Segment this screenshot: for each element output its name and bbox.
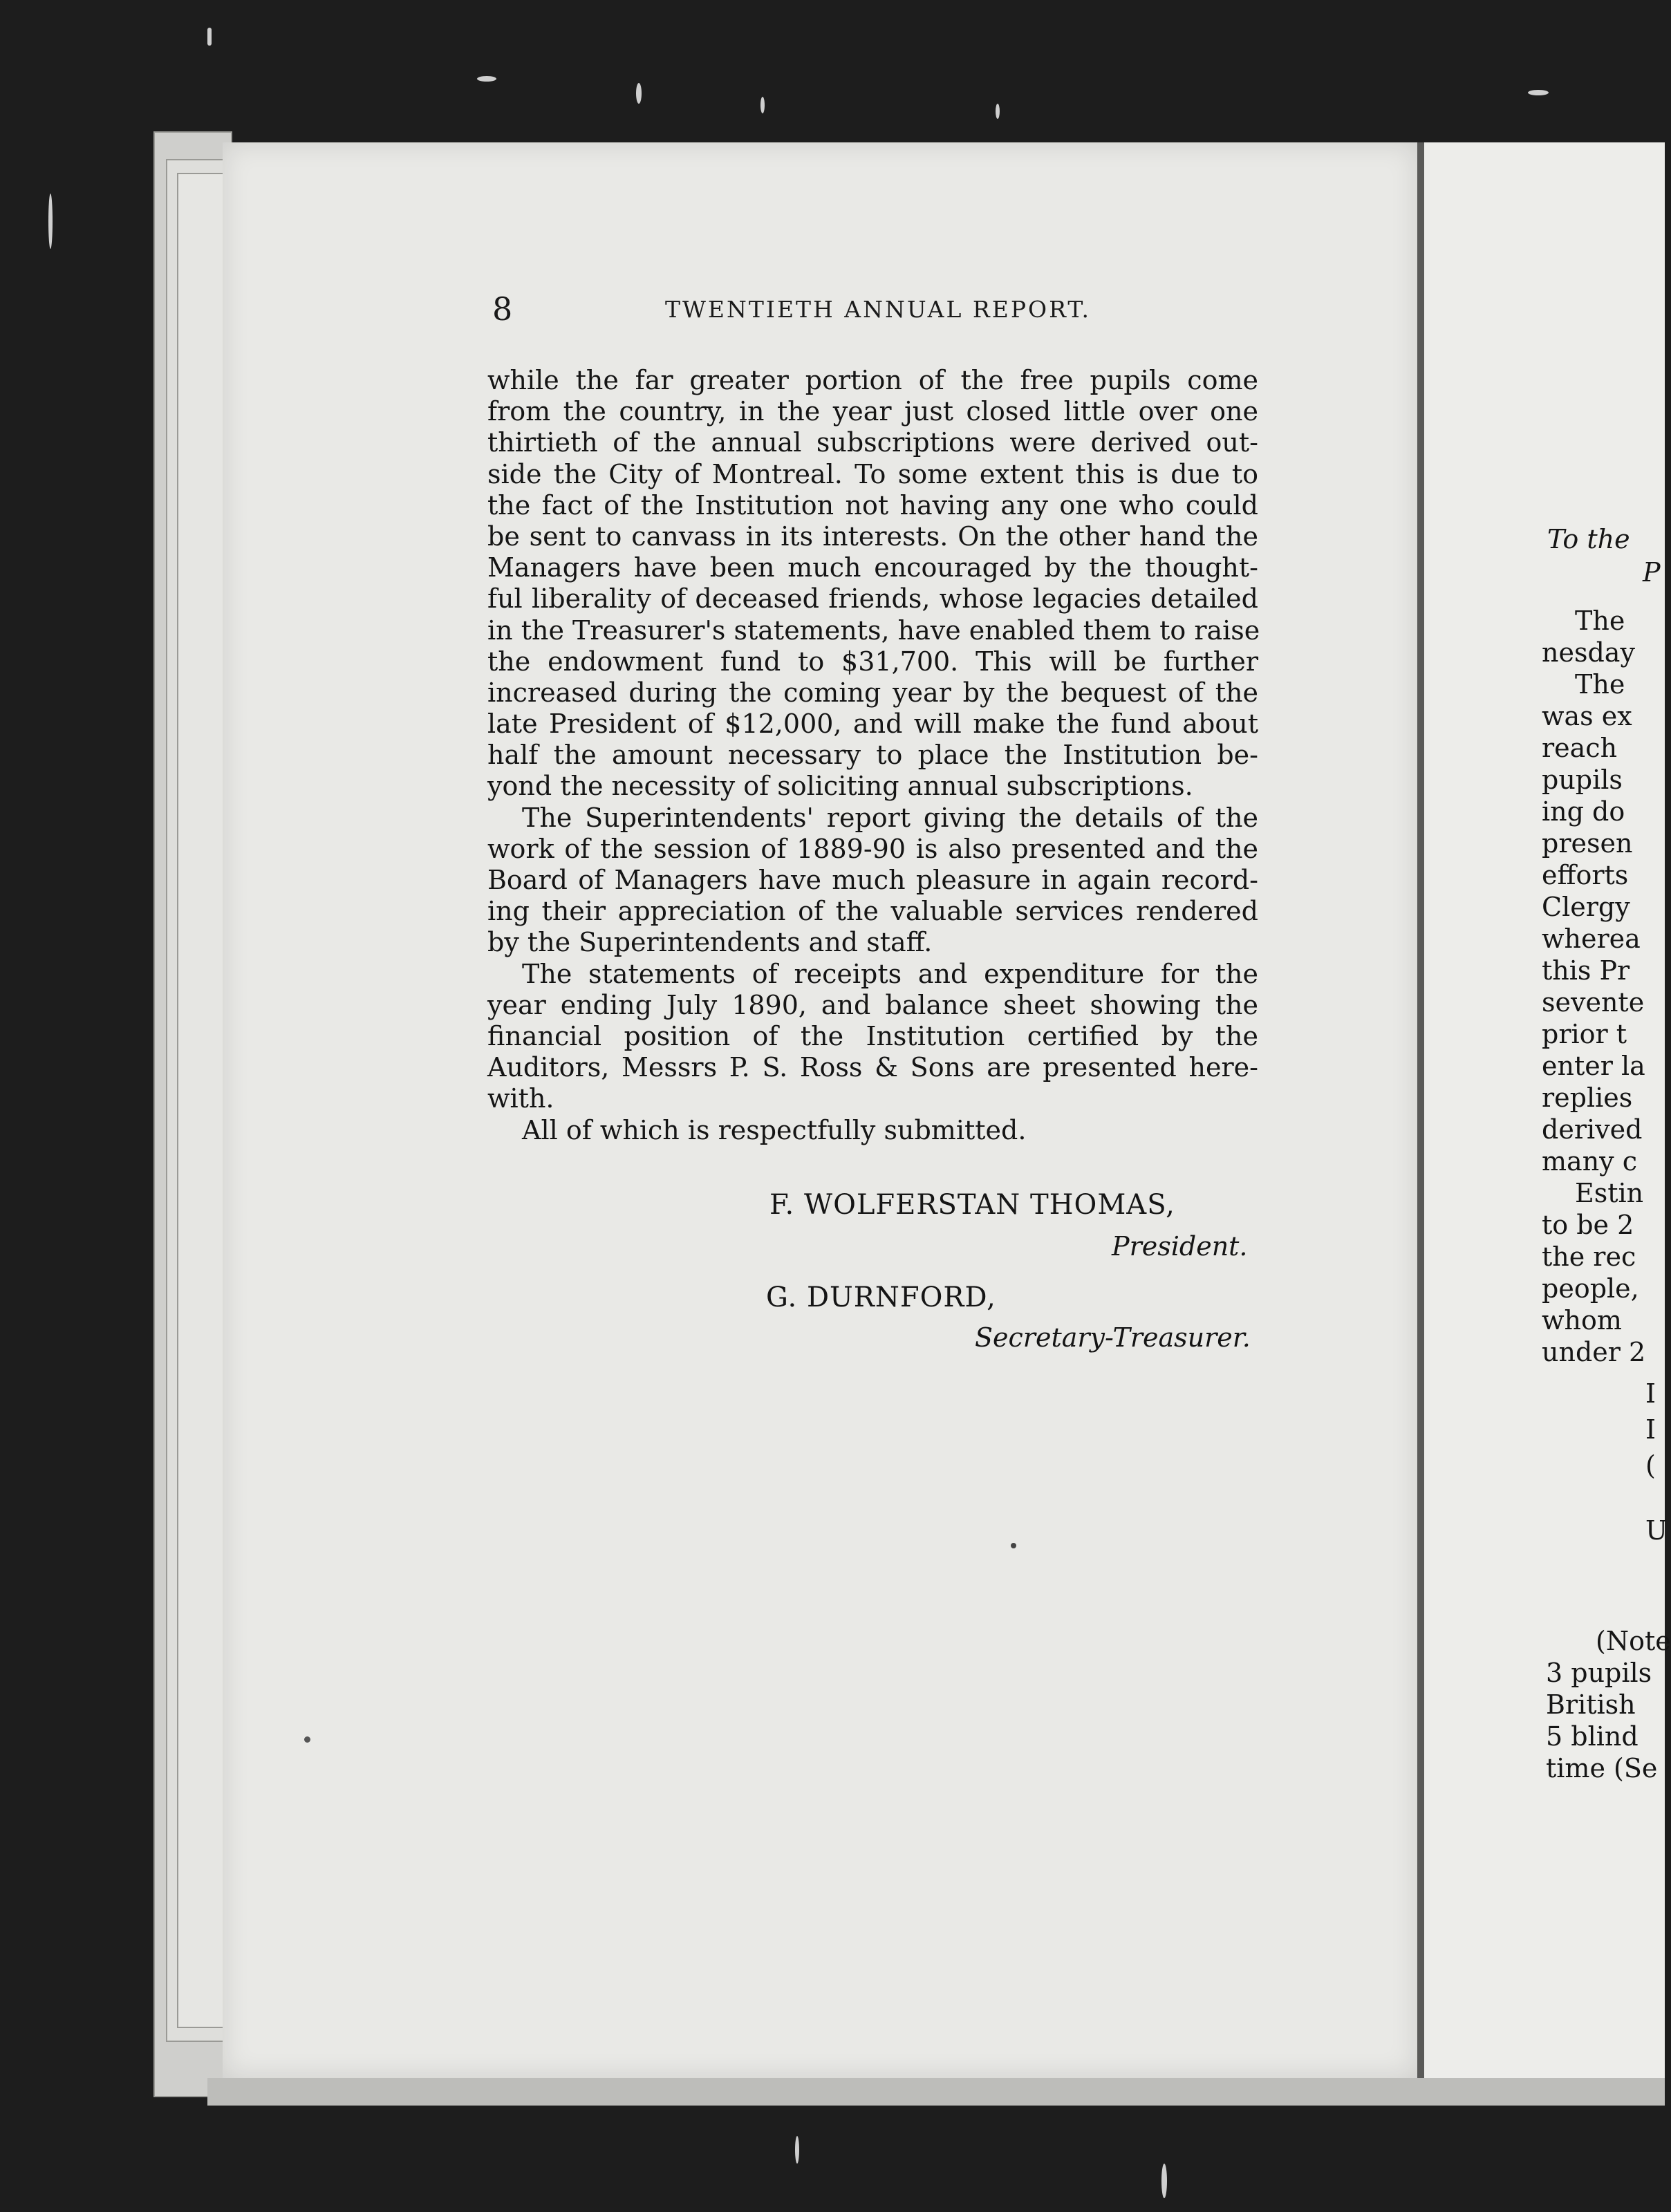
facing-line: (Note xyxy=(1596,1626,1671,1656)
facing-line: was ex xyxy=(1542,701,1632,731)
dust-speck xyxy=(760,97,765,113)
body-line: work of the session of 1889-90 is also presented and the xyxy=(487,833,1258,864)
facing-line: U xyxy=(1645,1515,1668,1546)
dust-speck xyxy=(636,83,642,104)
facing-line: whom xyxy=(1542,1305,1622,1335)
secretary-name: G. DURNFORD, xyxy=(766,1282,996,1313)
body-line: increased during the coming year by the bequest of the xyxy=(487,677,1258,708)
body-line: Board of Managers have much pleasure in again record- xyxy=(487,865,1258,895)
body-line: the endowment fund to $31,700. This will be further xyxy=(487,646,1258,677)
body-line: ing their appreciation of the valuable services rendered xyxy=(487,896,1258,927)
body-line: by the Superintendents and staff. xyxy=(487,927,933,958)
page-header xyxy=(492,290,1258,332)
facing-line: I xyxy=(1645,1378,1656,1409)
facing-line: Clergy xyxy=(1542,892,1630,922)
body-line: with. xyxy=(487,1083,554,1114)
facing-line: under 2 xyxy=(1542,1337,1646,1367)
secretary-title: Secretary-Treasurer. xyxy=(975,1322,1251,1353)
dust-speck xyxy=(477,76,496,82)
running-title: TWENTIETH ANNUAL REPORT. xyxy=(665,296,1092,323)
body-line: in the Treasurer's statements, have enabled them to raise xyxy=(487,615,1260,646)
facing-line: Estin xyxy=(1575,1178,1644,1208)
facing-line: The xyxy=(1575,669,1625,700)
facing-line: people, xyxy=(1542,1273,1639,1304)
body-line: All of which is respectfully submitted. xyxy=(522,1114,1027,1145)
body-line: from the country, in the year just closed little over one xyxy=(487,396,1258,427)
facing-line: British xyxy=(1546,1689,1636,1720)
dust-speck xyxy=(207,28,212,46)
book-gutter xyxy=(1417,142,1424,2078)
facing-line: the rec xyxy=(1542,1241,1636,1272)
facing-line: prior t xyxy=(1542,1019,1627,1049)
facing-line: sevente xyxy=(1542,987,1645,1018)
ink-speck xyxy=(304,1736,310,1743)
facing-line: 5 blind xyxy=(1546,1721,1639,1752)
body-line: Managers have been much encouraged by the thought- xyxy=(487,552,1258,583)
body-line: half the amount necessary to place the Institution be- xyxy=(487,740,1258,771)
body-text xyxy=(487,365,1258,1146)
ink-speck xyxy=(1011,1543,1016,1548)
facing-line: pupils xyxy=(1542,765,1623,795)
facing-line: replies xyxy=(1542,1082,1633,1113)
dust-speck xyxy=(1161,2164,1167,2198)
body-line: side the City of Montreal. To some extent this is due to xyxy=(487,458,1258,489)
body-line: be sent to canvass in its interests. On the other hand the xyxy=(487,521,1258,552)
facing-line: To the xyxy=(1547,524,1630,554)
president-name: F. WOLFERSTAN THOMAS, xyxy=(769,1189,1175,1221)
body-line: The statements of receipts and expenditure for the xyxy=(522,958,1258,989)
dust-speck xyxy=(1528,90,1549,95)
facing-line: P xyxy=(1643,557,1661,588)
body-line: late President of $12,000, and will make the fund about xyxy=(487,709,1258,740)
facing-line: presen xyxy=(1542,828,1633,859)
facing-line: 3 pupils xyxy=(1546,1658,1652,1688)
facing-line: to be 2 xyxy=(1542,1210,1634,1240)
body-line: yond the necessity of soliciting annual subscriptions. xyxy=(487,771,1193,802)
body-line: The Superintendents' report giving the details of the xyxy=(522,802,1258,833)
facing-line: ( xyxy=(1645,1450,1656,1481)
facing-line: time (Se xyxy=(1546,1753,1658,1783)
body-line: ful liberality of deceased friends, whose legacies detailed xyxy=(487,583,1258,615)
facing-line: derived xyxy=(1542,1114,1643,1145)
page-number: 8 xyxy=(492,290,513,328)
body-line: while the far greater portion of the free pupils come xyxy=(487,365,1258,395)
facing-line: nesday xyxy=(1542,637,1635,668)
body-line: Auditors, Messrs P. S. Ross & Sons are presented here- xyxy=(487,1052,1258,1083)
body-line: the fact of the Institution not having any one who could xyxy=(487,489,1258,521)
dust-speck xyxy=(795,2136,799,2164)
body-line: year ending July 1890, and balance sheet showing the xyxy=(487,989,1258,1020)
dust-speck xyxy=(48,194,53,249)
facing-line: many c xyxy=(1542,1146,1637,1177)
president-title: President. xyxy=(1112,1231,1248,1262)
facing-line: reach xyxy=(1542,733,1618,763)
facing-line: this Pr xyxy=(1542,955,1630,986)
facing-line: efforts xyxy=(1542,860,1629,890)
dust-speck xyxy=(996,104,1000,119)
bottom-page-edge xyxy=(207,2078,1665,2106)
body-line: financial position of the Institution certified by the xyxy=(487,1020,1258,1051)
facing-page xyxy=(1424,142,1671,2078)
facing-line: ing do xyxy=(1542,796,1625,827)
facing-line: I xyxy=(1645,1414,1656,1445)
facing-line: enter la xyxy=(1542,1051,1645,1081)
facing-line: wherea xyxy=(1542,924,1641,954)
body-line: thirtieth of the annual subscriptions were derived out- xyxy=(487,427,1258,458)
facing-line: The xyxy=(1575,606,1625,636)
